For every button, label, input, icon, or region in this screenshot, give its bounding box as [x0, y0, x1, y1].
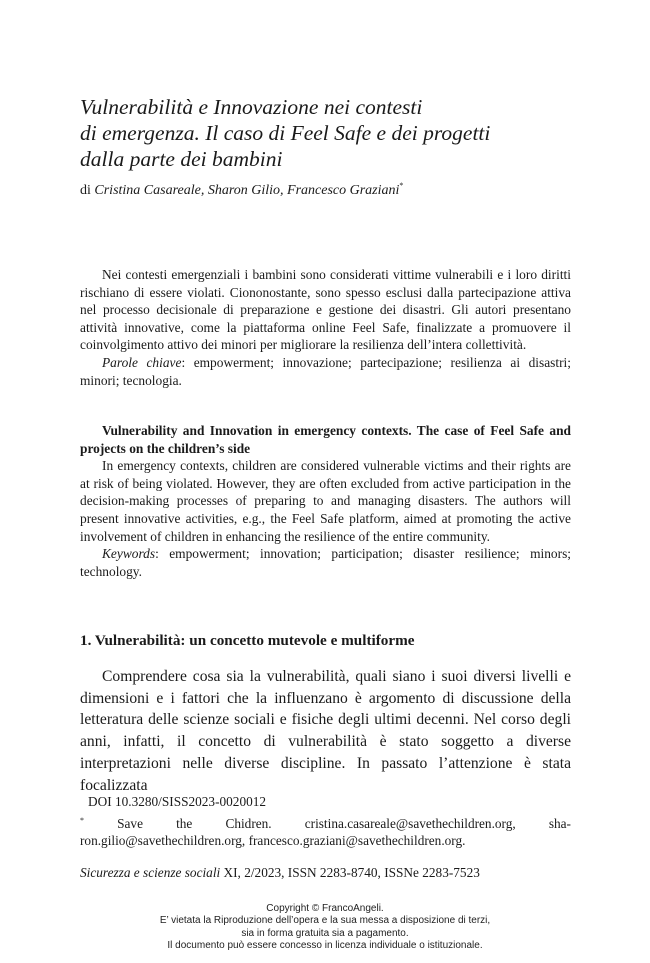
keywords-en: : empowerment; innovation; participation; disaster resilience; minors; technology. — [80, 546, 571, 579]
footnote-line-1 — [80, 812, 571, 832]
abstract-italian-text: Nei contesti emergenziali i bambini sono considerati vittime vulnerabili e i loro diritti rischiano di essere violati. Ciononostante, sono spesso esclusi dalla partecipazione attiva nel processo decisionale di preparazione e gestione dei disastri. Gli autori presentano attività innovative, come la piattaforma online Feel Safe, finalizzate a promuovere il coinvolgimento attivo dei minori per migliorare la resilienza dell’intera collettività. — [80, 267, 571, 353]
keywords-label-it: Parole chiave — [102, 354, 182, 370]
authors-footnote-mark: * — [399, 181, 404, 190]
footnote-line-2: ron.gilio@savethechildren.org, francesco.graziani@savethechildren.org. — [80, 833, 466, 849]
abstract-italian — [80, 266, 571, 389]
journal-name: Sicurezza e scienze sociali — [80, 865, 221, 880]
keywords-it: : empowerment; innovazione; partecipazione; resilienza ai disastri; minori; tecnologia. — [80, 354, 571, 388]
authors-prefix: di — [80, 183, 95, 198]
author-line — [80, 177, 403, 200]
journal-info: XI, 2/2023, ISSN 2283-8740, ISSNe 2283-7523 — [220, 865, 480, 880]
authors-names: Cristina Casareale, Sharon Gilio, Francesco Graziani — [94, 183, 400, 198]
keywords-label-en: Keywords — [102, 546, 156, 562]
abstract-english — [80, 422, 571, 580]
copyright-line-4: Il documento può essere concesso in licenza individuale o istituzionale. — [167, 940, 483, 952]
footnote-line-1-text: Save the Chidren. cristina.casareale@savethechildren.org, sha- — [117, 816, 571, 831]
journal-citation — [80, 865, 480, 881]
section-heading: 1. Vulnerabilità: un concetto mutevole e multiforme — [80, 632, 415, 649]
abstract-english-text: In emergency contexts, children are considered vulnerable victims and their rights are at risk of being violated. However, they are often excluded from active participation in the decision-making processes of preparing to and managing disasters. The authors will present innovative activities, e.g., the Feel Safe platform, aimed at promoting the active involvement of children in enhancing the resilience of the entire community. — [80, 458, 571, 544]
copyright-notice — [0, 903, 650, 953]
abstract-italian-keywords — [80, 354, 571, 389]
article-title-line-2: di emergenza. Il caso di Feel Safe e dei progetti — [80, 121, 491, 145]
copyright-line-2: E’ vietata la Riproduzione dell’opera e la sua messa a disposizione di terzi, — [159, 915, 491, 927]
footnote-mark: * — [80, 816, 84, 825]
copyright-line-1: Copyright © FrancoAngeli. — [266, 903, 384, 914]
article-title-line-1: Vulnerabilità e Innovazione nei contesti — [80, 95, 423, 119]
doi: DOI 10.3280/SISS2023-0020012 — [88, 794, 267, 809]
abstract-english-title: Vulnerability and Innovation in emergency contexts. The case of Feel Safe and projects on the children’s side — [80, 423, 571, 456]
footnote — [80, 812, 571, 849]
section-body — [80, 666, 571, 796]
copyright-line-3: sia in forma gratuita sia a pagamento. — [241, 927, 409, 939]
section-paragraph: Comprendere cosa sia la vulnerabilità, quali siano i suoi diversi livelli e dimensioni e i fattori che la influenzano è argomento di discussione della letteratura delle scienze sociali e fisiche degli ultimi decenni. Nel corso degli anni, infatti, il concetto di vulnerabilità è stato soggetto a diverse interpretazioni nelle diverse discipline. In passato l’attenzione è stata focalizzata — [80, 668, 571, 794]
abstract-english-keywords — [80, 545, 571, 580]
article-title-line-3: dalla parte dei bambini — [80, 147, 283, 171]
